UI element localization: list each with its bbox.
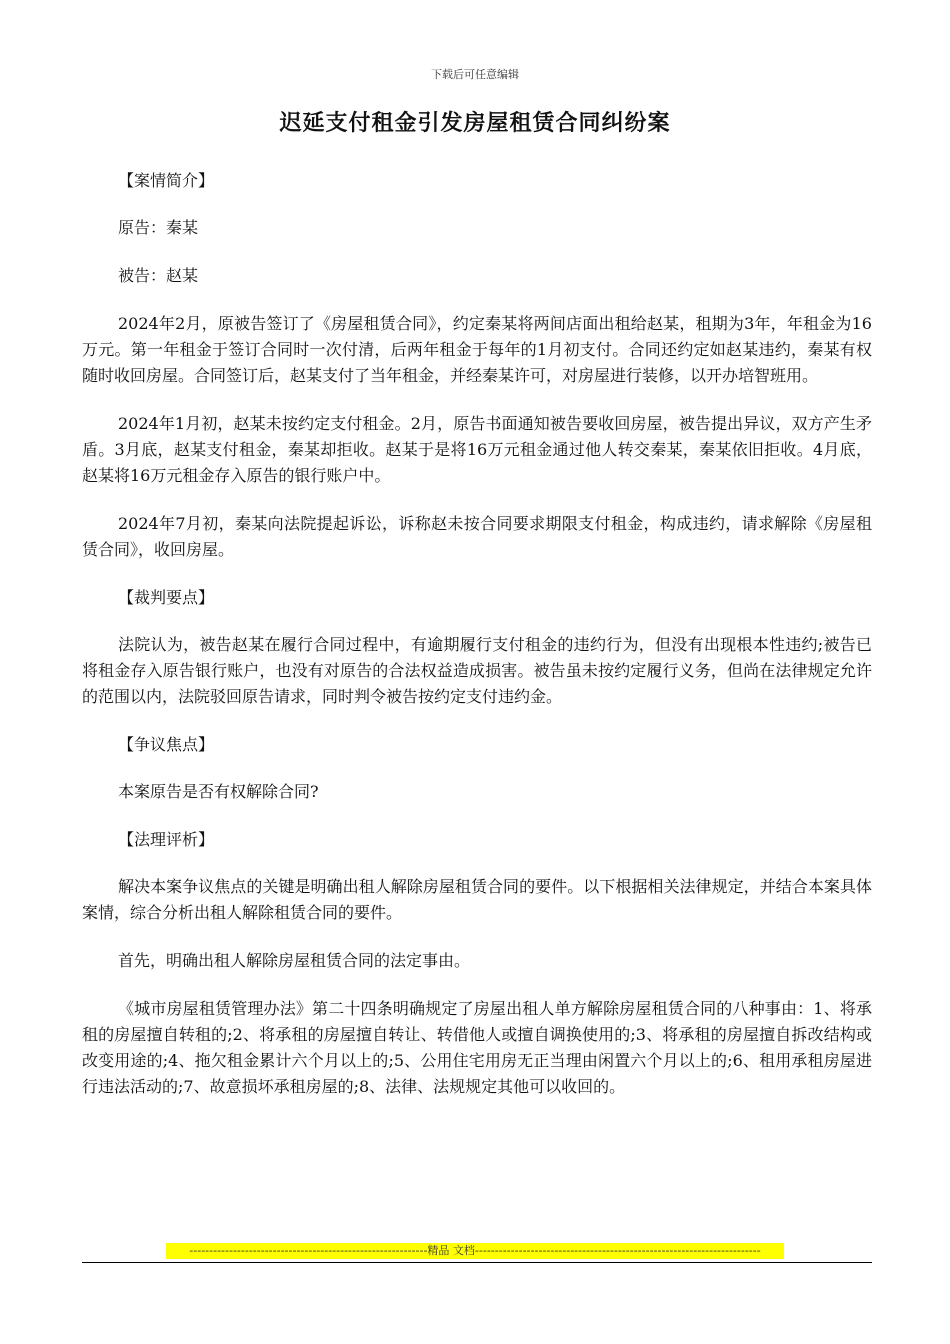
dispute-paragraph: 本案原告是否有权解除合同? [118,782,319,801]
section-heading-analysis: 【法理评析】 [118,830,215,849]
document-body [82,168,872,1122]
page-footer [82,1240,872,1270]
analysis-paragraph-3: 《城市房屋租赁管理办法》第二十四条明确规定了房屋出租人单方解除房屋租赁合同的八种事由：1、将承租的房屋擅自转租的;2、将承租的房屋擅自转让、转借他人或擅自调换使用的;3、将承租的房屋擅自拆改结构或改变用途的;4、拖欠租金累计六个月以上的;5、公用住宅用房无正当理由闲置六个月以上的;6、租用承租房屋进行违法活动的;7、故意损坏承租房屋的;8、法律、法规规定其他可以收回的。 [82,999,872,1096]
section-heading-judgment: 【裁判要点】 [118,588,215,607]
section-heading-case-summary: 【案情简介】 [118,171,215,190]
header-note: 下载后可任意编辑 [431,68,519,81]
case-facts-paragraph-2: 2024年1月初，赵某未按约定支付租金。2月，原告书面通知被告要收回房屋，被告提出异议，双方产生矛盾。3月底，赵某支付租金，秦某却拒收。赵某于是将16万元租金通过他人转交秦某，秦某依旧拒收。4月底，赵某将16万元租金存入原告的银行账户中。 [82,414,872,485]
plaintiff-line: 原告：秦某 [118,218,199,237]
analysis-paragraph-1: 解决本案争议焦点的关键是明确出租人解除房屋租赁合同的要件。以下根据相关法律规定，并结合本案具体案情，综合分析出租人解除租赁合同的要件。 [82,877,872,922]
section-heading-dispute: 【争议焦点】 [118,735,215,754]
defendant-line: 被告：赵某 [118,266,199,285]
footer-rule [82,1262,872,1263]
document-title: 迟延支付租金引发房屋租赁合同纠纷案 [279,110,671,136]
case-facts-paragraph-1: 2024年2月，原被告签订了《房屋租赁合同》，约定秦某将两间店面出租给赵某，租期为3年，年租金为16万元。第一年租金于签订合同时一次付清，后两年租金于每年的1月初支付。合同还约定如赵某违约，秦某有权随时收回房屋。合同签订后，赵某支付了当年租金，并经秦某许可，对房屋进行装修，以开办培智班用。 [82,314,872,385]
case-facts-paragraph-3: 2024年7月初，秦某向法院提起诉讼，诉称赵未按合同要求期限支付租金，构成违约，请求解除《房屋租赁合同》，收回房屋。 [82,514,872,559]
analysis-paragraph-2: 首先，明确出租人解除房屋租赁合同的法定事由。 [118,951,471,970]
judgment-paragraph: 法院认为，被告赵某在履行合同过程中，有逾期履行支付租金的违约行为，但没有出现根本性违约;被告已将租金存入原告银行账户，也没有对原告的合法权益造成损害。被告虽未按约定履行义务，但尚在法律规定允许的范围以内，法院驳回原告请求，同时判令被告按约定支付违约金。 [82,635,872,706]
footer-highlight-text: ------------------------------------------------------------精品 文档------------------------------------------------------------------------ [166,1243,784,1259]
